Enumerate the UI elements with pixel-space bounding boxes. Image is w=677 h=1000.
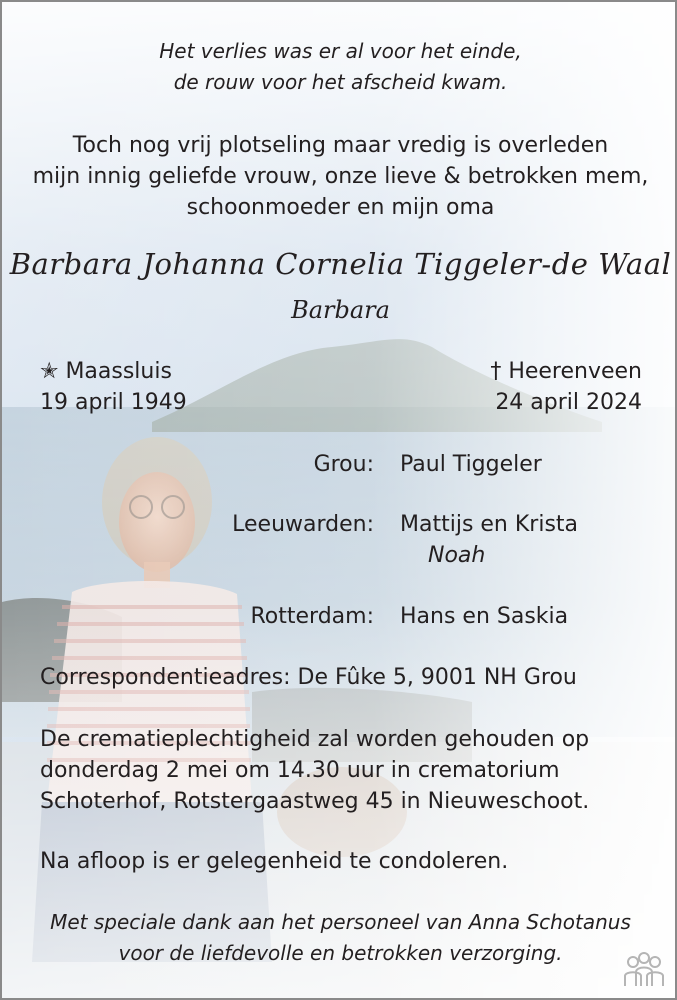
poem-line-1: Het verlies was er al voor het einde, — [159, 39, 522, 63]
closing-thanks — [2, 907, 677, 969]
relative-place-2: Leeuwarden: — [232, 512, 374, 537]
ceremony-line-2: donderdag 2 mei om 14.30 uur in crematorium — [40, 758, 560, 783]
ceremony-text — [40, 724, 589, 817]
poem — [2, 36, 677, 98]
deceased-full-name: Barbara Johanna Cornelia Tiggeler-de Waal — [9, 247, 672, 281]
correspondence-address: Correspondentieadres: De Fûke 5, 9001 NH Grou — [40, 665, 577, 690]
death-place: Heerenveen — [508, 359, 642, 384]
death-info — [490, 356, 642, 418]
relative-place-3: Rotterdam: — [250, 604, 374, 629]
relative-names-3: Hans en Saskia — [400, 604, 569, 629]
announcement-line-2: mijn innig geliefde vrouw, onze lieve & betrokken mem, — [32, 164, 649, 189]
announcement-line-1: Toch nog vrij plotseling maar vredig is overleden — [72, 133, 609, 158]
death-date: 24 april 2024 — [495, 390, 642, 415]
relative-names-1: Paul Tiggeler — [400, 452, 542, 477]
birth-place: Maassluis — [65, 359, 172, 384]
announcement-text — [2, 130, 677, 223]
ceremony-line-1: De crematieplechtigheid zal worden gehouden op — [40, 727, 590, 752]
closing-line-1: Met speciale dank aan het personeel van Anna Schotanus — [50, 910, 631, 934]
condolence-text: Na afloop is er gelegenheid te condoleren. — [40, 849, 509, 874]
birth-info — [40, 356, 187, 418]
poem-line-2: de rouw voor het afscheid kwam. — [173, 70, 508, 94]
deceased-nickname: Barbara — [291, 296, 390, 324]
star-icon: ✭ — [40, 359, 59, 384]
announcement-line-3: schoonmoeder en mijn oma — [186, 195, 495, 220]
relative-names-2: Mattijs en Krista — [400, 512, 579, 537]
ceremony-line-3: Schoterhof, Rotstergaastweg 45 in Nieuweschoot. — [40, 789, 590, 814]
closing-line-2: voor de liefdevolle en betrokken verzorging. — [118, 941, 563, 965]
cross-icon: † — [490, 359, 502, 384]
birth-date: 19 april 1949 — [40, 390, 187, 415]
relative-child-2: Noah — [428, 543, 486, 568]
people-group-icon — [621, 950, 667, 990]
relative-place-1: Grou: — [313, 452, 374, 477]
